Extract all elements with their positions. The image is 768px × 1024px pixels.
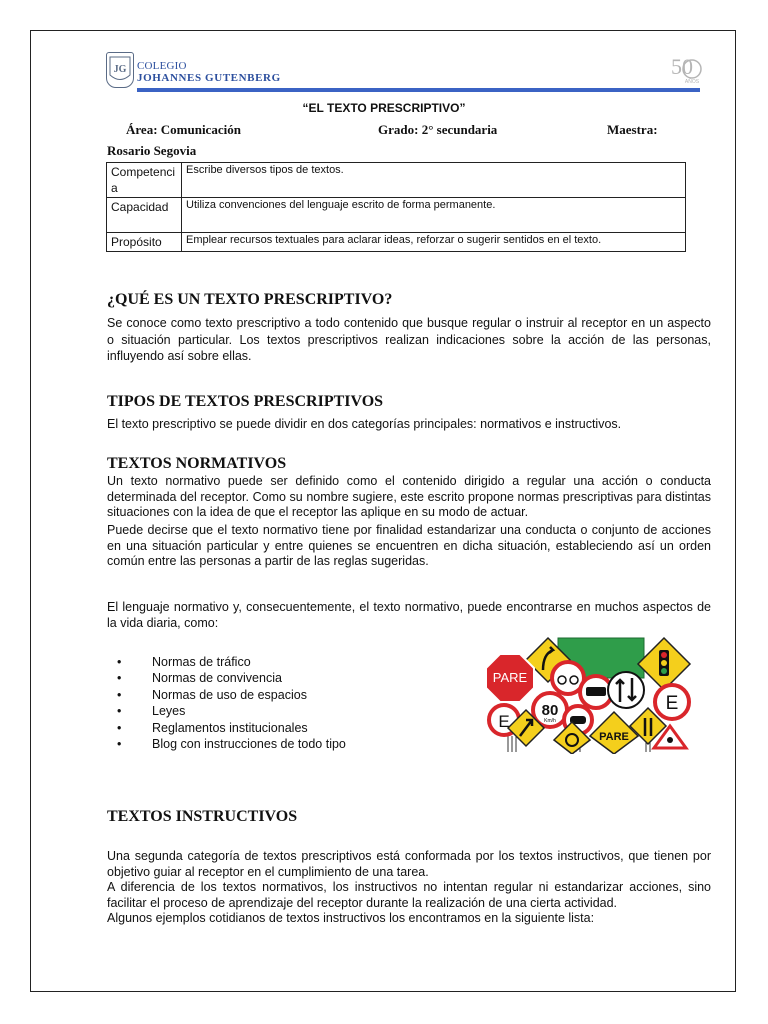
badge-number: 50 (671, 54, 693, 79)
normative-list (107, 654, 346, 752)
pare-label: PARE (492, 670, 528, 685)
header-rule (137, 88, 700, 92)
badge-caption: AÑOS (684, 79, 700, 85)
list-item: • Normas de tráfico (107, 654, 346, 670)
section-body-what: Se conoce como texto prescriptivo a todo contenido que busque regular o instruir al receptor en un aspecto o situación particular. Los textos prescriptivos realizan indicaciones sobre la acción de las personas, influyendo así sobre ellas. (107, 316, 711, 363)
speed-unit: Km/h (544, 718, 556, 724)
section-body-instructive-3: Algunos ejemplos cotidianos de textos instructivos los encontramos en la siguiente lista: (107, 911, 595, 925)
section-body-instructive-2: A diferencia de los textos normativos, los instructivos no intentan regular ni estandarizar acciones, sino facilitar el proceso de aprendizaje del receptor durante la realización de una cierta actividad. (107, 880, 711, 910)
section-body-types: El texto prescriptivo se puede dividir en dos categorías principales: normativos e instructivos. (107, 417, 622, 431)
list-item: • Normas de uso de espacios (107, 687, 346, 703)
row-value: Utiliza convenciones del lenguaje escrito de forma permanente. (182, 198, 686, 233)
list-item: • Normas de convivencia (107, 670, 346, 686)
school-name-line2: JOHANNES GUTENBERG (137, 72, 281, 84)
row-value: Emplear recursos textuales para aclarar ideas, reforzar o sugerir sentidos en el texto. (182, 233, 686, 252)
info-table (106, 162, 686, 252)
logo-monogram: JG (113, 64, 127, 75)
shield-icon (107, 53, 133, 87)
two-way-sign (608, 672, 644, 708)
traffic-signs-image (486, 636, 698, 754)
section-body-instructive-1: Una segunda categoría de textos prescriptivos está conformada por los textos instructivos, que tienen por objetivo guiar al receptor en el cumplimiento de una tarea. (107, 849, 711, 879)
pare-label-2: PARE (599, 731, 629, 743)
school-logo (106, 52, 134, 88)
traffic-light-sign (638, 638, 690, 690)
list-item: • Leyes (107, 703, 346, 719)
list-item: • Blog con instrucciones de todo tipo (107, 736, 346, 752)
anniversary-badge (664, 50, 704, 86)
row-label: Competencia (107, 163, 182, 198)
no-parking-sign-right (655, 685, 689, 719)
table-row (107, 233, 686, 252)
row-label: Capacidad (107, 198, 182, 233)
teacher-name: Rosario Segovia (107, 143, 197, 158)
section-heading-normative: TEXTOS NORMATIVOS (107, 455, 287, 472)
section-body-normative-2: Puede decirse que el texto normativo tiene por finalidad estandarizar una conducta o conjunto de acciones en una situación particular y entre quienes se encuentren en dicha situación, estableciendo así un orden común entre las personas a partir de las reglas sugeridas. (107, 523, 711, 568)
letter-e-left: E (498, 712, 510, 731)
section-heading-types: TIPOS DE TEXTOS PRESCRIPTIVOS (107, 393, 384, 410)
subject-area: Área: Comunicación (126, 122, 241, 137)
pare-octagon-sign (486, 654, 534, 702)
section-body-normative-1: Un texto normativo puede ser definido como el contenido dirigido a regular una acción o conducta determinada del receptor. Como su nombre sugiere, este escrito propone normas prescriptivas para distintas situaciones con la idea de que el receptor las aplique en su modo de actuar. (107, 474, 711, 519)
speed-value: 80 (541, 702, 559, 719)
row-value: Escribe diversos tipos de textos. (182, 163, 686, 198)
section-heading-instructive: TEXTOS INSTRUCTIVOS (107, 808, 298, 825)
list-item: • Reglamentos institucionales (107, 720, 346, 736)
school-name-line1: COLEGIO (137, 60, 187, 72)
document-title: “EL TEXTO PRESCRIPTIVO” (302, 101, 466, 115)
letter-e-right: E (665, 693, 679, 714)
table-row (107, 198, 686, 233)
teacher-label: Maestra: (607, 122, 658, 137)
section-body-normative-3: El lenguaje normativo y, consecuentemente, el texto normativo, puede encontrarse en muchos aspectos de la vida diaria, como: (107, 600, 711, 630)
grade-level: Grado: 2° secundaria (378, 122, 498, 137)
table-row (107, 163, 686, 198)
section-heading-what: ¿QUÉ ES UN TEXTO PRESCRIPTIVO? (107, 291, 393, 308)
row-label: Propósito (107, 233, 182, 252)
